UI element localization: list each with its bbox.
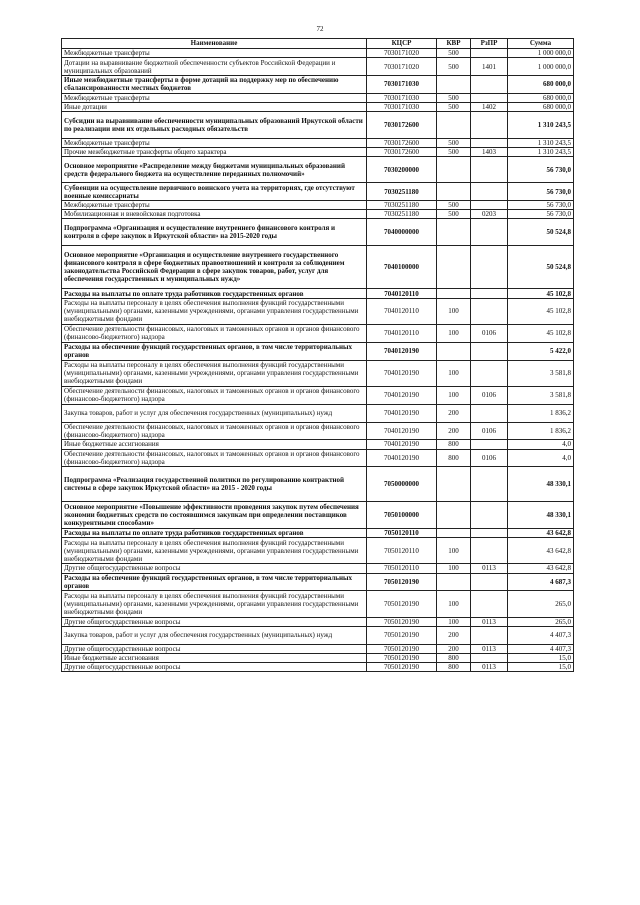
row-kcsr-cell: 7040100000 xyxy=(367,245,437,289)
row-kcsr-cell: 7050120190 xyxy=(367,663,437,672)
row-kcsr-cell: 7040120190 xyxy=(367,422,437,440)
row-kcsr-cell: 7050120190 xyxy=(367,644,437,653)
row-rzpr-cell: 0106 xyxy=(471,387,508,405)
row-kvr-cell xyxy=(437,342,471,360)
row-kcsr-cell: 7030171030 xyxy=(367,75,437,93)
header-kvr: КВР xyxy=(437,39,471,49)
table-row xyxy=(62,156,574,182)
table-row xyxy=(62,644,574,653)
row-kvr-cell xyxy=(437,467,471,502)
row-kvr-cell xyxy=(437,502,471,528)
row-name-cell: Подпрограмма «Реализация государственной политики по регулированию контрактной системы в сфере закупок Иркутской области» на 2015 - 2020 годы xyxy=(62,467,367,502)
row-name-cell: Иные бюджетные ассигнования xyxy=(62,653,367,662)
table-row xyxy=(62,201,574,210)
row-rzpr-cell xyxy=(471,502,508,528)
row-name-cell: Прочие межбюджетные трансферты общего характера xyxy=(62,147,367,156)
row-sum-cell: 56 730,0 xyxy=(508,183,574,201)
table-row xyxy=(62,325,574,343)
row-kcsr-cell: 7040120190 xyxy=(367,449,437,467)
row-kcsr-cell: 7040120190 xyxy=(367,387,437,405)
row-rzpr-cell xyxy=(471,573,508,591)
row-kcsr-cell: 7040120110 xyxy=(367,325,437,343)
row-kvr-cell xyxy=(437,245,471,289)
row-sum-cell: 1 000 000,0 xyxy=(508,49,574,58)
row-rzpr-cell xyxy=(471,537,508,563)
table-row xyxy=(62,210,574,219)
row-rzpr-cell xyxy=(471,112,508,138)
budget-table xyxy=(61,38,574,672)
row-sum-cell: 1 836,2 xyxy=(508,404,574,422)
table-row xyxy=(62,617,574,626)
row-sum-cell: 45 102,8 xyxy=(508,298,574,324)
row-kcsr-cell: 7050000000 xyxy=(367,467,437,502)
row-name-cell: Межбюджетные трансферты xyxy=(62,201,367,210)
row-kvr-cell xyxy=(437,219,471,245)
row-sum-cell: 45 102,8 xyxy=(508,289,574,298)
row-kvr-cell xyxy=(437,75,471,93)
table-row xyxy=(62,183,574,201)
row-kvr-cell: 800 xyxy=(437,653,471,662)
row-kvr-cell: 200 xyxy=(437,644,471,653)
row-name-cell: Субсидии на выравнивание обеспеченности муниципальных образований Иркутской области по реализации ими их отдельных расходных обязательств xyxy=(62,112,367,138)
row-rzpr-cell: 0106 xyxy=(471,325,508,343)
row-kcsr-cell: 7030251180 xyxy=(367,210,437,219)
row-kcsr-cell: 7040120190 xyxy=(367,404,437,422)
row-kvr-cell: 100 xyxy=(437,564,471,573)
table-row xyxy=(62,387,574,405)
row-sum-cell: 4,0 xyxy=(508,440,574,449)
row-kvr-cell: 100 xyxy=(437,325,471,343)
row-sum-cell: 680 000,0 xyxy=(508,75,574,93)
row-sum-cell: 43 642,8 xyxy=(508,537,574,563)
table-row xyxy=(62,298,574,324)
table-row xyxy=(62,564,574,573)
row-kcsr-cell: 7050100000 xyxy=(367,502,437,528)
row-name-cell: Межбюджетные трансферты xyxy=(62,138,367,147)
row-kvr-cell xyxy=(437,528,471,537)
row-kvr-cell: 100 xyxy=(437,298,471,324)
row-rzpr-cell: 1402 xyxy=(471,102,508,111)
row-kcsr-cell: 7030171020 xyxy=(367,49,437,58)
row-rzpr-cell: 0113 xyxy=(471,617,508,626)
row-kvr-cell: 800 xyxy=(437,440,471,449)
row-kvr-cell: 800 xyxy=(437,449,471,467)
row-sum-cell: 1 310 243,5 xyxy=(508,112,574,138)
row-sum-cell: 1 000 000,0 xyxy=(508,58,574,76)
row-kcsr-cell: 7030200000 xyxy=(367,156,437,182)
row-kcsr-cell: 7040120110 xyxy=(367,289,437,298)
row-kvr-cell xyxy=(437,183,471,201)
row-sum-cell: 1 836,2 xyxy=(508,422,574,440)
row-kvr-cell: 100 xyxy=(437,537,471,563)
row-name-cell: Расходы на выплаты персоналу в целях обеспечения выполнения функций государственными (муниципальными) органами, казенными учреждениями, органами управления государственными внебюджетными фондами xyxy=(62,360,367,386)
page-number: 72 xyxy=(316,25,324,33)
row-rzpr-cell: 0106 xyxy=(471,422,508,440)
row-name-cell: Основное мероприятие «Распределение между бюджетами муниципальных образований средств федерального бюджета на осуществление переданных полномочий» xyxy=(62,156,367,182)
header-name: Наименование xyxy=(62,39,367,49)
row-kvr-cell: 500 xyxy=(437,210,471,219)
row-rzpr-cell xyxy=(471,528,508,537)
row-rzpr-cell xyxy=(471,201,508,210)
row-name-cell: Основное мероприятие «Организация и осуществление внутреннего государственного финансового контроля в сфере бюджетных правоотношений и контроля за соблюдением законодательства Российской Федерации в сфере закупок товаров, работ, услуг для обеспечения государственных и муниципальных нужд» xyxy=(62,245,367,289)
row-name-cell: Межбюджетные трансферты xyxy=(62,49,367,58)
row-kcsr-cell: 7050120190 xyxy=(367,653,437,662)
row-kcsr-cell: 7050120110 xyxy=(367,537,437,563)
row-kcsr-cell: 7030171030 xyxy=(367,102,437,111)
row-sum-cell: 50 524,8 xyxy=(508,219,574,245)
row-kvr-cell: 500 xyxy=(437,201,471,210)
row-rzpr-cell xyxy=(471,440,508,449)
row-sum-cell: 48 330,1 xyxy=(508,502,574,528)
table-row xyxy=(62,112,574,138)
row-kvr-cell: 500 xyxy=(437,102,471,111)
table-row xyxy=(62,289,574,298)
row-sum-cell: 1 310 243,5 xyxy=(508,138,574,147)
row-name-cell: Закупка товаров, работ и услуг для обеспечения государственных (муниципальных) нужд xyxy=(62,626,367,644)
row-name-cell: Обеспечение деятельности финансовых, налоговых и таможенных органов и органов финансового (финансово-бюджетного) надзора xyxy=(62,387,367,405)
row-name-cell: Дотации на выравнивание бюджетной обеспеченности субъектов Российской Федерации и муниципальных образований xyxy=(62,58,367,76)
table-row xyxy=(62,422,574,440)
row-name-cell: Расходы на выплаты по оплате труда работников государственных органов xyxy=(62,528,367,537)
header-kcsr: КЦСР xyxy=(367,39,437,49)
row-sum-cell: 265,0 xyxy=(508,617,574,626)
row-name-cell: Другие общегосударственные вопросы xyxy=(62,564,367,573)
row-name-cell: Расходы на обеспечение функций государственных органов, в том числе территориальных органов xyxy=(62,573,367,591)
row-rzpr-cell xyxy=(471,360,508,386)
row-rzpr-cell xyxy=(471,138,508,147)
row-rzpr-cell xyxy=(471,245,508,289)
row-sum-cell: 15,0 xyxy=(508,653,574,662)
row-sum-cell: 4,0 xyxy=(508,449,574,467)
row-sum-cell: 1 310 243,5 xyxy=(508,147,574,156)
row-sum-cell: 15,0 xyxy=(508,663,574,672)
row-sum-cell: 48 330,1 xyxy=(508,467,574,502)
header-rzpr: РзПР xyxy=(471,39,508,49)
table-row xyxy=(62,342,574,360)
row-name-cell: Мобилизационная и вневойсковая подготовка xyxy=(62,210,367,219)
row-kcsr-cell: 7050120190 xyxy=(367,573,437,591)
row-name-cell: Основное мероприятие «Повышение эффективности проведения закупок путем обеспечения экономии бюджетных средств по состоявшимся закупкам при определении поставщиков конкурентными способами» xyxy=(62,502,367,528)
row-name-cell: Обеспечение деятельности финансовых, налоговых и таможенных органов и органов финансового (финансово-бюджетного) надзора xyxy=(62,422,367,440)
row-sum-cell: 680 000,0 xyxy=(508,102,574,111)
row-sum-cell: 43 642,8 xyxy=(508,528,574,537)
row-kvr-cell xyxy=(437,573,471,591)
row-kvr-cell xyxy=(437,112,471,138)
row-kvr-cell: 100 xyxy=(437,360,471,386)
table-row xyxy=(62,147,574,156)
row-sum-cell: 680 000,0 xyxy=(508,93,574,102)
row-rzpr-cell xyxy=(471,183,508,201)
row-name-cell: Обеспечение деятельности финансовых, налоговых и таможенных органов и органов финансового (финансово-бюджетного) надзора xyxy=(62,449,367,467)
row-sum-cell: 50 524,8 xyxy=(508,245,574,289)
row-rzpr-cell xyxy=(471,626,508,644)
row-kvr-cell: 500 xyxy=(437,147,471,156)
row-name-cell: Расходы на обеспечение функций государственных органов, в том числе территориальных органов xyxy=(62,342,367,360)
table-row xyxy=(62,49,574,58)
row-kvr-cell xyxy=(437,289,471,298)
table-row xyxy=(62,404,574,422)
row-kvr-cell: 200 xyxy=(437,626,471,644)
row-kvr-cell: 100 xyxy=(437,387,471,405)
row-kvr-cell: 200 xyxy=(437,422,471,440)
row-kcsr-cell: 7040000000 xyxy=(367,219,437,245)
table-row xyxy=(62,449,574,467)
row-kcsr-cell: 7050120190 xyxy=(367,591,437,617)
row-rzpr-cell xyxy=(471,75,508,93)
table-row xyxy=(62,102,574,111)
row-sum-cell: 56 730,0 xyxy=(508,201,574,210)
row-name-cell: Обеспечение деятельности финансовых, налоговых и таможенных органов и органов финансового (финансово-бюджетного) надзора xyxy=(62,325,367,343)
row-kvr-cell: 500 xyxy=(437,58,471,76)
row-name-cell: Иные межбюджетные трансферты в форме дотаций на поддержку мер по обеспечению сбалансированности местных бюджетов xyxy=(62,75,367,93)
row-kvr-cell: 500 xyxy=(437,93,471,102)
row-kvr-cell: 500 xyxy=(437,49,471,58)
row-sum-cell: 265,0 xyxy=(508,591,574,617)
row-sum-cell: 4 687,3 xyxy=(508,573,574,591)
row-rzpr-cell xyxy=(471,404,508,422)
row-sum-cell: 3 581,8 xyxy=(508,387,574,405)
row-kcsr-cell: 7030251180 xyxy=(367,183,437,201)
row-rzpr-cell xyxy=(471,298,508,324)
row-sum-cell: 56 730,0 xyxy=(508,210,574,219)
table-row xyxy=(62,58,574,76)
row-rzpr-cell xyxy=(471,219,508,245)
row-rzpr-cell xyxy=(471,289,508,298)
row-name-cell: Расходы на выплаты персоналу в целях обеспечения выполнения функций государственными (муниципальными) органами, казенными учреждениями, органами управления государственными внебюджетными фондами xyxy=(62,298,367,324)
row-name-cell: Расходы на выплаты персоналу в целях обеспечения выполнения функций государственными (муниципальными) органами, казенными учреждениями, органами управления государственными внебюджетными фондами xyxy=(62,537,367,563)
row-kcsr-cell: 7050120110 xyxy=(367,528,437,537)
row-rzpr-cell: 0113 xyxy=(471,663,508,672)
row-rzpr-cell: 0106 xyxy=(471,449,508,467)
row-kcsr-cell: 7040120110 xyxy=(367,298,437,324)
row-kcsr-cell: 7030172600 xyxy=(367,138,437,147)
table-row xyxy=(62,75,574,93)
table-body xyxy=(62,49,574,672)
row-rzpr-cell xyxy=(471,156,508,182)
row-name-cell: Субвенции на осуществление первичного воинского учета на территориях, где отсутствуют военные комиссариаты xyxy=(62,183,367,201)
row-rzpr-cell: 0113 xyxy=(471,644,508,653)
table-row xyxy=(62,663,574,672)
row-rzpr-cell xyxy=(471,93,508,102)
table-row xyxy=(62,219,574,245)
row-kvr-cell: 800 xyxy=(437,663,471,672)
row-rzpr-cell xyxy=(471,467,508,502)
row-kcsr-cell: 7040120190 xyxy=(367,342,437,360)
table-row xyxy=(62,138,574,147)
row-rzpr-cell: 0113 xyxy=(471,564,508,573)
row-sum-cell: 5 422,0 xyxy=(508,342,574,360)
row-kvr-cell: 100 xyxy=(437,591,471,617)
header-sum: Сумма xyxy=(508,39,574,49)
row-name-cell: Расходы на выплаты персоналу в целях обеспечения выполнения функций государственными (муниципальными) органами, казенными учреждениями, органами управления государственными внебюджетными фондами xyxy=(62,591,367,617)
row-name-cell: Иные дотации xyxy=(62,102,367,111)
row-name-cell: Другие общегосударственные вопросы xyxy=(62,663,367,672)
table-header-row xyxy=(62,39,574,49)
table-row xyxy=(62,626,574,644)
row-kcsr-cell: 7030251180 xyxy=(367,201,437,210)
row-kcsr-cell: 7050120190 xyxy=(367,626,437,644)
row-name-cell: Другие общегосударственные вопросы xyxy=(62,617,367,626)
row-rzpr-cell: 1403 xyxy=(471,147,508,156)
row-rzpr-cell: 1401 xyxy=(471,58,508,76)
row-rzpr-cell: 0203 xyxy=(471,210,508,219)
row-name-cell: Закупка товаров, работ и услуг для обеспечения государственных (муниципальных) нужд xyxy=(62,404,367,422)
table-row xyxy=(62,467,574,502)
row-kvr-cell: 200 xyxy=(437,404,471,422)
row-kcsr-cell: 7030172600 xyxy=(367,112,437,138)
row-kvr-cell xyxy=(437,156,471,182)
row-kcsr-cell: 7030171020 xyxy=(367,58,437,76)
table-row xyxy=(62,440,574,449)
row-sum-cell: 56 730,0 xyxy=(508,156,574,182)
row-kvr-cell: 500 xyxy=(437,138,471,147)
row-kcsr-cell: 7030171030 xyxy=(367,93,437,102)
table-row xyxy=(62,245,574,289)
row-kcsr-cell: 7040120190 xyxy=(367,360,437,386)
row-kvr-cell: 100 xyxy=(437,617,471,626)
table-row xyxy=(62,537,574,563)
row-kcsr-cell: 7050120190 xyxy=(367,617,437,626)
row-sum-cell: 3 581,8 xyxy=(508,360,574,386)
table-row xyxy=(62,93,574,102)
row-name-cell: Подпрограмма «Организация и осуществление внутреннего финансового контроля и контроля в сфере закупок в Иркутской области» на 2015-2020 годы xyxy=(62,219,367,245)
table-row xyxy=(62,502,574,528)
table-row xyxy=(62,591,574,617)
row-kcsr-cell: 7050120110 xyxy=(367,564,437,573)
row-sum-cell: 43 642,8 xyxy=(508,564,574,573)
row-sum-cell: 4 407,3 xyxy=(508,644,574,653)
row-name-cell: Расходы на выплаты по оплате труда работников государственных органов xyxy=(62,289,367,298)
row-sum-cell: 4 407,3 xyxy=(508,626,574,644)
row-rzpr-cell xyxy=(471,591,508,617)
table-row xyxy=(62,360,574,386)
row-kcsr-cell: 7040120190 xyxy=(367,440,437,449)
row-rzpr-cell xyxy=(471,653,508,662)
table-row xyxy=(62,653,574,662)
row-sum-cell: 45 102,8 xyxy=(508,325,574,343)
row-name-cell: Межбюджетные трансферты xyxy=(62,93,367,102)
row-name-cell: Другие общегосударственные вопросы xyxy=(62,644,367,653)
row-name-cell: Иные бюджетные ассигнования xyxy=(62,440,367,449)
row-kcsr-cell: 7030172600 xyxy=(367,147,437,156)
table-row xyxy=(62,528,574,537)
table-row xyxy=(62,573,574,591)
row-rzpr-cell xyxy=(471,49,508,58)
row-rzpr-cell xyxy=(471,342,508,360)
